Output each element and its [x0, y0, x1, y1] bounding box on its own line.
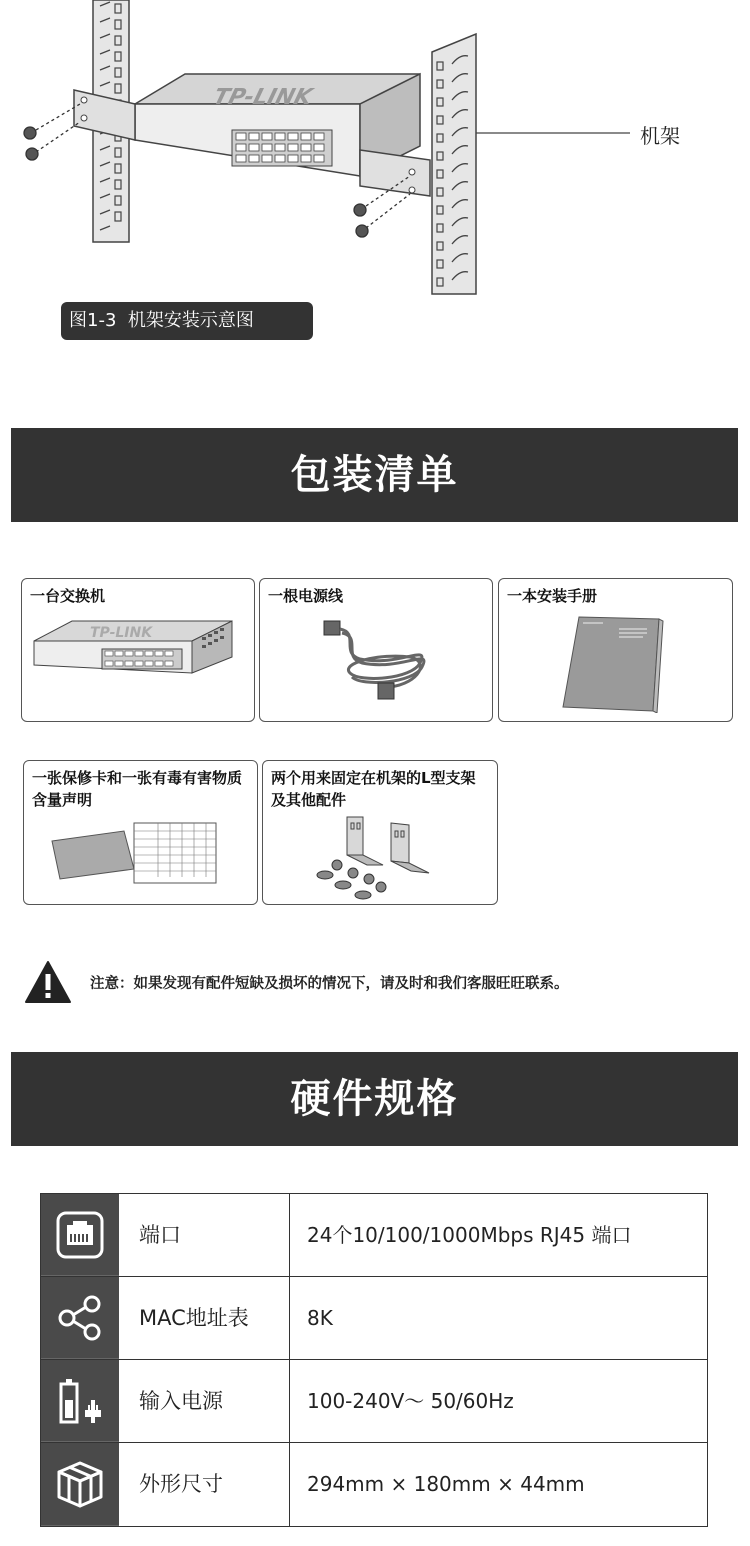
packing-list-banner: 包装清单	[11, 428, 738, 522]
packing-item-label: 一本安装手册	[507, 587, 598, 605]
warranty-card-illustration	[38, 817, 248, 897]
share-network-icon	[55, 1293, 105, 1343]
packing-item-manual	[498, 578, 733, 722]
svg-text:TP-LINK: TP-LINK	[90, 625, 153, 641]
packing-item-switch	[21, 578, 255, 722]
warning-triangle-icon	[24, 960, 72, 1004]
packing-item-label: 两个用来固定在机架的L型支架及其他配件	[271, 769, 476, 809]
figure-caption: 图1-3 机架安装示意图	[61, 302, 313, 340]
spec-icon-cell	[41, 1360, 119, 1442]
spec-icon-cell	[41, 1443, 119, 1526]
rack-installation-illustration	[0, 0, 750, 300]
packing-item-warranty	[23, 760, 258, 905]
svg-text:TP-LINK: TP-LINK	[210, 84, 315, 110]
spec-row-ports	[41, 1194, 707, 1277]
ethernet-port-icon	[55, 1210, 105, 1260]
power-cable-illustration	[320, 613, 440, 713]
spec-row-power-input	[41, 1360, 707, 1443]
packing-item-label: 一根电源线	[268, 587, 344, 605]
spec-name: 外形尺寸	[120, 1443, 290, 1526]
spec-value: 100-240V～ 50/60Hz	[307, 1389, 514, 1413]
switch-illustration	[32, 615, 252, 715]
packing-item-label: 一张保修卡和一张有毒有害物质含量声明	[32, 769, 243, 809]
spec-icon-cell	[41, 1277, 119, 1359]
right-bracket	[360, 150, 430, 196]
spec-name: 输入电源	[120, 1360, 290, 1442]
missing-parts-notice: 注意：如果发现有配件短缺及损坏的情况下，请及时和我们客服旺旺联系。	[90, 976, 569, 992]
right-rack-rail	[432, 34, 476, 294]
packing-item-label: 一台交换机	[30, 587, 106, 605]
packing-item-brackets	[262, 760, 498, 905]
spec-table	[40, 1193, 708, 1527]
spec-value: 294mm × 180mm × 44mm	[307, 1472, 585, 1496]
rack-label: 机架	[640, 124, 680, 148]
spec-name: 端口	[120, 1194, 290, 1276]
spec-name: MAC地址表	[120, 1277, 290, 1359]
spec-row-dimensions	[41, 1443, 707, 1526]
brackets-illustration	[313, 813, 453, 903]
spec-value: 8K	[307, 1306, 333, 1330]
spec-row-mac-table	[41, 1277, 707, 1360]
power-input-icon	[55, 1376, 105, 1426]
packing-item-power-cable	[259, 578, 493, 722]
manual-illustration	[559, 613, 669, 713]
cube-dimensions-icon	[55, 1459, 105, 1509]
spec-icon-cell	[41, 1194, 119, 1276]
hardware-specs-banner: 硬件规格	[11, 1052, 738, 1146]
spec-value: 24个10/100/1000Mbps RJ45 端口	[307, 1223, 632, 1247]
